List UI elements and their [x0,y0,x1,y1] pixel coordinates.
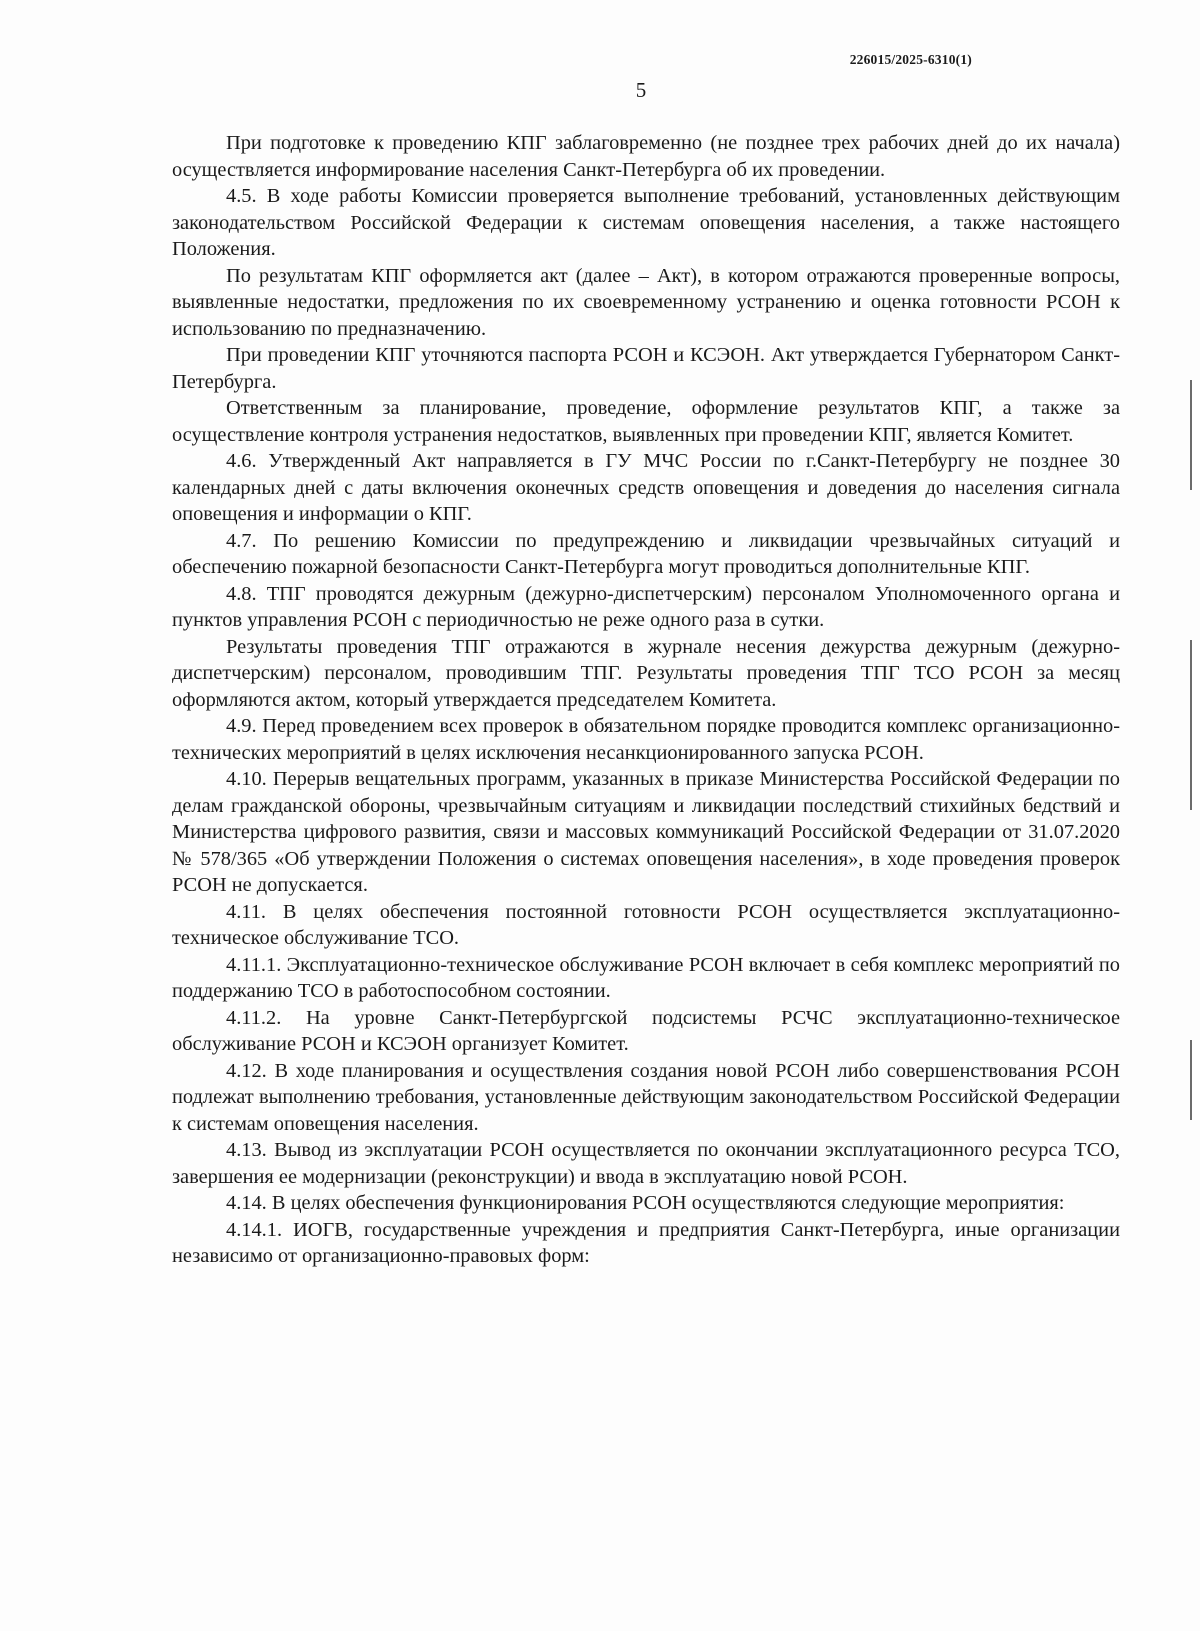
paragraph: Ответственным за планирование, проведение, оформление результатов КПГ, а также за осуществление контроля устранения недостатков, выявленных при проведении КПГ, является Комитет. [172,397,1120,446]
document-number: 226015/2025-6310(1) [849,52,972,67]
paragraph: При подготовке к проведению КПГ заблаговременно (не позднее трех рабочих дней до их начала) осуществляется информирование населения Санкт-Петербурга об их проведении. [172,132,1120,181]
paragraph: 4.6. Утвержденный Акт направляется в ГУ МЧС России по г.Санкт-Петербургу не позднее 30 календарных дней с даты включения оконечных средств оповещения и доведения до населения сигнала оповещения и информации о КПГ. [172,450,1120,525]
page-number: 5 [635,78,647,102]
paragraph: 4.9. Перед проведением всех проверок в обязательном порядке проводится комплекс организационно-технических мероприятий в целях исключения несанкционированного запуска РСОН. [172,715,1120,764]
paragraph: 4.5. В ходе работы Комиссии проверяется выполнение требований, установленных действующим законодательством Российской Федерации к системам оповещения населения, а также настоящего Положения. [172,185,1120,260]
paragraph: 4.11. В целях обеспечения постоянной готовности РСОН осуществляется эксплуатационно-техническое обслуживание ТСО. [172,900,1120,949]
paragraph: 4.11.2. На уровне Санкт-Петербургской подсистемы РСЧС эксплуатационно-техническое обслуживание РСОН и КСЭОН организует Комитет. [172,1006,1120,1055]
paragraph: 4.14. В целях обеспечения функционирования РСОН осуществляются следующие мероприятия: [226,1192,1065,1214]
paragraph: 4.11.1. Эксплуатационно-техническое обслуживание РСОН включает в себя комплекс мероприятий по поддержанию ТСО в работоспособном состоянии. [172,953,1120,1002]
paragraph: Результаты проведения ТПГ отражаются в журнале несения дежурства дежурным (дежурно-диспетчерским) персоналом, проводившим ТПГ. Результаты проведения ТПГ ТСО РСОН за месяц оформляются актом, который утверждается председателем Комитета. [172,635,1120,711]
paragraph: 4.7. По решению Комиссии по предупреждению и ликвидации чрезвычайных ситуаций и обеспечению пожарной безопасности Санкт-Петербурга могут проводиться дополнительные КПГ. [172,529,1120,578]
document-body [172,130,1120,1270]
paragraph: 4.13. Вывод из эксплуатации РСОН осуществляется по окончании эксплуатационного ресурса ТСО, завершения ее модернизации (реконструкции) и ввода в эксплуатацию новой РСОН. [172,1139,1120,1188]
scan-edge-mark [1190,640,1192,810]
scan-edge-mark [1190,1040,1192,1120]
paragraph: При проведении КПГ уточняются паспорта РСОН и КСЭОН. Акт утверждается Губернатором Санкт-Петербурга. [172,344,1120,393]
paragraph: По результатам КПГ оформляется акт (далее – Акт), в котором отражаются проверенные вопросы, выявленные недостатки, предложения по их своевременному устранению и оценка готовности РСОН к использованию по предназначению. [172,264,1120,340]
paragraph: 4.14.1. ИОГВ, государственные учреждения и предприятия Санкт-Петербурга, иные организации независимо от организационно-правовых форм: [172,1218,1120,1267]
scan-edge-mark [1190,380,1192,490]
paragraph: 4.10. Перерыв вещательных программ, указанных в приказе Министерства Российской Федерации по делам гражданской обороны, чрезвычайным ситуациям и ликвидации последствий стихийных бедствий и Министерства цифрового развития, связи и массовых коммуникаций Российской Федерации от 31.07.2020 № 578/365 «Об утверждении Положения о системах оповещения населения», в ходе проведения проверок РСОН не допускается. [172,768,1120,896]
paragraph: 4.8. ТПГ проводятся дежурным (дежурно-диспетчерским) персоналом Уполномоченного органа и пунктов управления РСОН с периодичностью не реже одного раза в сутки. [172,582,1120,631]
paragraph: 4.12. В ходе планирования и осуществления создания новой РСОН либо совершенствования РСОН подлежат выполнению требования, установленные действующим законодательством Российской Федерации к системам оповещения населения. [172,1059,1120,1135]
